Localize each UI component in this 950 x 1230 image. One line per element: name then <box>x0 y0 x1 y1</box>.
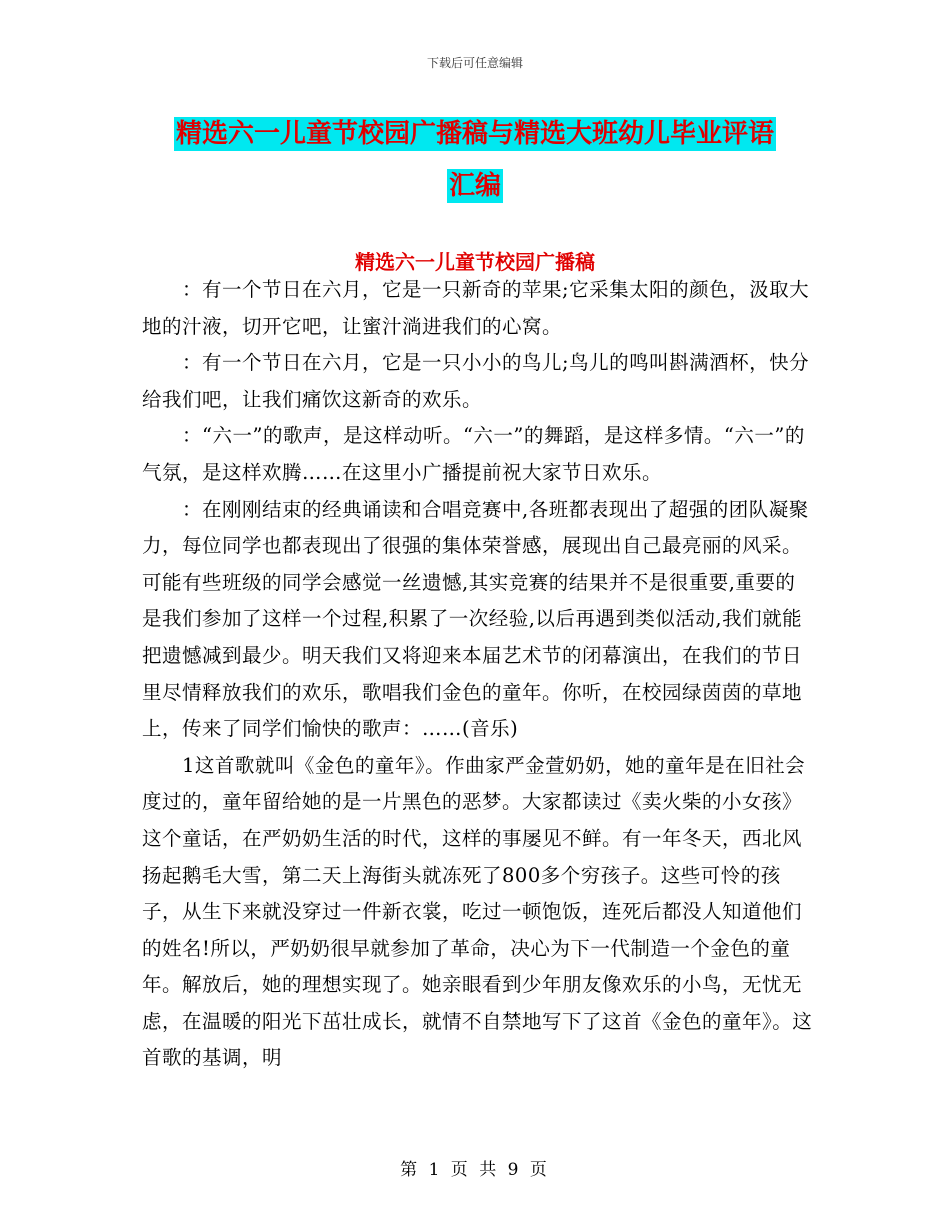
paragraph: ：有一个节日在六月，它是一只新奇的苹果;它采集太阳的颜色，汲取大地的汁液，切开它吧，让蜜汁淌进我们的心窝。 <box>142 278 810 338</box>
paragraph: ：有一个节日在六月，它是一只小小的鸟儿;鸟儿的鸣叫斟满酒杯，快分给我们吧，让我们痛饮这新奇的欢乐。 <box>142 351 810 411</box>
paragraph: ：“六一”的歌声，是这样动听。“六一”的舞蹈，是这样多情。“六一”的气氛，是这样欢腾……在这里小广播提前祝大家节日欢乐。 <box>142 424 805 484</box>
title-line-1: 精选六一儿童节校园广播稿与精选大班幼儿毕业评语 <box>175 119 774 149</box>
body-text <box>142 272 814 1077</box>
header-note: 下载后可任意编辑 <box>426 56 523 70</box>
title-line-2: 汇编 <box>448 171 501 201</box>
paragraph: ：在刚刚结束的经典诵读和合唱竞赛中,各班都表现出了超强的团队凝聚力，每位同学也都表现出了很强的集体荣誉感，展现出自己最亮丽的风采。可能有些班级的同学会感觉一丝遗憾,其实竞赛的结果并不是很重要,重要的是我们参加了这样一个过程,积累了一次经验,以后再遇到类似活动,我们就能把遗憾减到最少。明天我们又将迎来本届艺术节的闭幕演出，在我们的节日里尽情释放我们的欢乐，歌唱我们金色的童年。你听，在校园绿茵茵的草地上，传来了同学们愉快的歌声：……(音乐) <box>142 497 809 741</box>
document-title <box>140 108 810 212</box>
section-title: 精选六一儿童节校园广播稿 <box>355 250 595 274</box>
paragraph: 1这首歌就叫《金色的童年》。作曲家严金萱奶奶，她的童年是在旧社会度过的，童年留给她的是一片黑色的恶梦。大家都读过《卖火柴的小女孩》这个童话，在严奶奶生活的时代，这样的事屡见不鲜。有一年冬天，西北风扬起鹅毛大雪，第二天上海街头就冻死了800多个穷孩子。这些可怜的孩子，从生下来就没穿过一件新衣裳，吃过一顿饱饭，连死后都没人知道他们的姓名!所以，严奶奶很早就参加了革命，决心为下一代制造一个金色的童年。解放后，她的理想实现了。她亲眼看到少年朋友像欢乐的小鸟，无忧无虑，在温暖的阳光下茁壮成长，就情不自禁地写下了这首《金色的童年》。这首歌的基调，明 <box>142 753 813 1070</box>
page-footer: 第 1 页 共 9 页 <box>400 1160 550 1180</box>
